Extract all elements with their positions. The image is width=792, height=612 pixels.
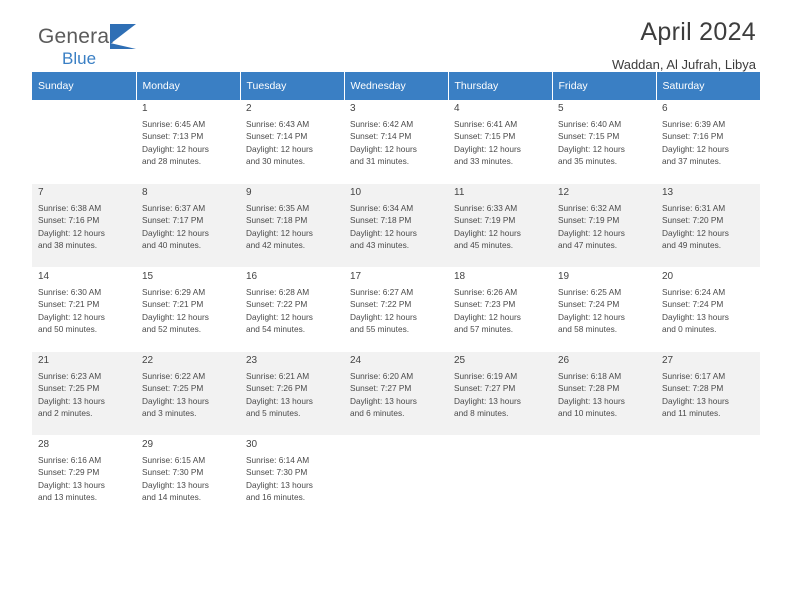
daylight-text-line2: and 13 minutes. (38, 491, 98, 502)
sunset-text: Sunset: 7:14 PM (350, 131, 412, 142)
sunrise-text: Sunrise: 6:16 AM (38, 455, 102, 466)
calendar-day-cell (240, 268, 344, 352)
daylight-text-line2: and 57 minutes. (454, 323, 514, 334)
calendar-day-cell (240, 436, 344, 520)
sunset-text: Sunset: 7:27 PM (350, 383, 412, 394)
daylight-text-line1: Daylight: 12 hours (142, 311, 209, 322)
calendar-day-cell (32, 352, 136, 436)
sunrise-sunset-calendar-table (32, 72, 760, 520)
day-number: 7 (38, 187, 44, 198)
sunrise-text: Sunrise: 6:45 AM (142, 119, 206, 130)
logo-word-blue: Blue (62, 49, 97, 68)
sunrise-text: Sunrise: 6:30 AM (38, 287, 102, 298)
daylight-text-line2: and 30 minutes. (246, 155, 306, 166)
daylight-text-line2: and 42 minutes. (246, 239, 306, 250)
daylight-text-line1: Daylight: 13 hours (558, 395, 625, 406)
daylight-text-line2: and 31 minutes. (350, 155, 410, 166)
daylight-text-line2: and 58 minutes. (558, 323, 618, 334)
sunset-text: Sunset: 7:15 PM (558, 131, 620, 142)
daylight-text-line2: and 55 minutes. (350, 323, 410, 334)
day-number: 24 (350, 355, 362, 366)
sunrise-text: Sunrise: 6:33 AM (454, 203, 518, 214)
daylight-text-line2: and 38 minutes. (38, 239, 98, 250)
day-number: 30 (246, 439, 258, 450)
daylight-text-line2: and 35 minutes. (558, 155, 618, 166)
daylight-text-line1: Daylight: 12 hours (558, 311, 625, 322)
day-number: 22 (142, 355, 154, 366)
calendar-day-cell (552, 268, 656, 352)
sunrise-text: Sunrise: 6:17 AM (662, 371, 726, 382)
daylight-text-line1: Daylight: 13 hours (246, 395, 313, 406)
sunrise-text: Sunrise: 6:32 AM (558, 203, 622, 214)
sunrise-text: Sunrise: 6:15 AM (142, 455, 206, 466)
calendar-cell-empty (344, 436, 448, 520)
sunset-text: Sunset: 7:28 PM (558, 383, 620, 394)
daylight-text-line2: and 28 minutes. (142, 155, 202, 166)
daylight-text-line1: Daylight: 12 hours (246, 143, 313, 154)
calendar-day-cell (552, 100, 656, 184)
column-header-saturday: Saturday (656, 72, 760, 100)
day-number: 17 (350, 271, 362, 282)
calendar-day-cell (656, 184, 760, 268)
daylight-text-line2: and 3 minutes. (142, 407, 197, 418)
sunrise-text: Sunrise: 6:31 AM (662, 203, 726, 214)
day-number: 26 (558, 355, 570, 366)
sunrise-text: Sunrise: 6:24 AM (662, 287, 726, 298)
sunset-text: Sunset: 7:18 PM (350, 215, 412, 226)
sunset-text: Sunset: 7:25 PM (38, 383, 100, 394)
general-blue-logo (38, 26, 114, 67)
sunset-text: Sunset: 7:30 PM (142, 467, 204, 478)
day-number: 27 (662, 355, 674, 366)
sunrise-text: Sunrise: 6:20 AM (350, 371, 414, 382)
day-number: 6 (662, 103, 668, 114)
daylight-text-line2: and 43 minutes. (350, 239, 410, 250)
calendar-day-cell (32, 268, 136, 352)
sunrise-text: Sunrise: 6:29 AM (142, 287, 206, 298)
daylight-text-line2: and 47 minutes. (558, 239, 618, 250)
sunrise-text: Sunrise: 6:41 AM (454, 119, 518, 130)
calendar-week-row (32, 436, 760, 520)
daylight-text-line2: and 37 minutes. (662, 155, 722, 166)
calendar-cell-empty (656, 436, 760, 520)
daylight-text-line2: and 5 minutes. (246, 407, 301, 418)
daylight-text-line1: Daylight: 13 hours (142, 479, 209, 490)
sunset-text: Sunset: 7:21 PM (142, 299, 204, 310)
calendar-header-row (32, 72, 760, 100)
daylight-text-line1: Daylight: 12 hours (454, 143, 521, 154)
sunrise-text: Sunrise: 6:23 AM (38, 371, 102, 382)
calendar-day-cell (32, 184, 136, 268)
title-block (612, 18, 756, 72)
daylight-text-line2: and 0 minutes. (662, 323, 717, 334)
daylight-text-line1: Daylight: 13 hours (454, 395, 521, 406)
daylight-text-line2: and 16 minutes. (246, 491, 306, 502)
daylight-text-line1: Daylight: 12 hours (38, 227, 105, 238)
day-number: 2 (246, 103, 252, 114)
sunset-text: Sunset: 7:27 PM (454, 383, 516, 394)
day-number: 20 (662, 271, 674, 282)
day-number: 14 (38, 271, 50, 282)
sunset-text: Sunset: 7:30 PM (246, 467, 308, 478)
sunrise-text: Sunrise: 6:35 AM (246, 203, 310, 214)
daylight-text-line1: Daylight: 12 hours (246, 227, 313, 238)
daylight-text-line2: and 11 minutes. (662, 407, 721, 418)
calendar-day-cell (344, 268, 448, 352)
calendar-day-cell (240, 184, 344, 268)
daylight-text-line2: and 33 minutes. (454, 155, 514, 166)
calendar-day-cell (344, 100, 448, 184)
calendar-week-row (32, 268, 760, 352)
column-header-tuesday: Tuesday (240, 72, 344, 100)
sunset-text: Sunset: 7:13 PM (142, 131, 204, 142)
calendar-day-cell (136, 100, 240, 184)
sunset-text: Sunset: 7:24 PM (662, 299, 724, 310)
daylight-text-line2: and 40 minutes. (142, 239, 202, 250)
sunrise-text: Sunrise: 6:39 AM (662, 119, 726, 130)
day-number: 9 (246, 187, 252, 198)
sunset-text: Sunset: 7:14 PM (246, 131, 308, 142)
sunset-text: Sunset: 7:23 PM (454, 299, 516, 310)
daylight-text-line1: Daylight: 12 hours (662, 227, 729, 238)
calendar-week-row (32, 100, 760, 184)
daylight-text-line1: Daylight: 13 hours (662, 395, 729, 406)
day-number: 5 (558, 103, 564, 114)
calendar-body (32, 100, 760, 520)
daylight-text-line1: Daylight: 13 hours (142, 395, 209, 406)
calendar-day-cell (240, 352, 344, 436)
sunset-text: Sunset: 7:22 PM (350, 299, 412, 310)
sunrise-text: Sunrise: 6:38 AM (38, 203, 102, 214)
day-number: 12 (558, 187, 570, 198)
daylight-text-line1: Daylight: 12 hours (350, 143, 417, 154)
column-header-friday: Friday (552, 72, 656, 100)
daylight-text-line1: Daylight: 12 hours (558, 227, 625, 238)
sunrise-text: Sunrise: 6:40 AM (558, 119, 622, 130)
logo-word-general: General (38, 25, 115, 48)
calendar-day-cell (240, 100, 344, 184)
calendar-week-row (32, 184, 760, 268)
sunrise-text: Sunrise: 6:27 AM (350, 287, 414, 298)
sunrise-text: Sunrise: 6:22 AM (142, 371, 206, 382)
column-header-wednesday: Wednesday (344, 72, 448, 100)
calendar-day-cell (448, 268, 552, 352)
sunrise-text: Sunrise: 6:42 AM (350, 119, 414, 130)
calendar-day-cell (656, 268, 760, 352)
sunset-text: Sunset: 7:15 PM (454, 131, 516, 142)
column-header-sunday: Sunday (32, 72, 136, 100)
sunrise-text: Sunrise: 6:34 AM (350, 203, 414, 214)
page-title: April 2024 (640, 18, 756, 46)
calendar-day-cell (136, 268, 240, 352)
daylight-text-line1: Daylight: 12 hours (246, 311, 313, 322)
daylight-text-line1: Daylight: 12 hours (454, 227, 521, 238)
sunset-text: Sunset: 7:16 PM (662, 131, 724, 142)
daylight-text-line2: and 50 minutes. (38, 323, 98, 334)
day-number: 8 (142, 187, 148, 198)
daylight-text-line1: Daylight: 12 hours (454, 311, 521, 322)
sunset-text: Sunset: 7:18 PM (246, 215, 308, 226)
daylight-text-line1: Daylight: 12 hours (142, 227, 209, 238)
sunset-text: Sunset: 7:25 PM (142, 383, 204, 394)
calendar-day-cell (136, 352, 240, 436)
sunrise-text: Sunrise: 6:18 AM (558, 371, 622, 382)
sunrise-text: Sunrise: 6:21 AM (246, 371, 310, 382)
day-number: 16 (246, 271, 258, 282)
sunrise-text: Sunrise: 6:19 AM (454, 371, 518, 382)
calendar-cell-empty (448, 436, 552, 520)
calendar-day-cell (448, 184, 552, 268)
sunset-text: Sunset: 7:21 PM (38, 299, 100, 310)
daylight-text-line1: Daylight: 13 hours (38, 479, 105, 490)
calendar-cell-empty (32, 100, 136, 184)
daylight-text-line2: and 8 minutes. (454, 407, 509, 418)
column-header-monday: Monday (136, 72, 240, 100)
sunset-text: Sunset: 7:26 PM (246, 383, 308, 394)
day-number: 23 (246, 355, 258, 366)
calendar-day-cell (136, 436, 240, 520)
sunset-text: Sunset: 7:28 PM (662, 383, 724, 394)
daylight-text-line2: and 14 minutes. (142, 491, 202, 502)
daylight-text-line1: Daylight: 12 hours (558, 143, 625, 154)
calendar-day-cell (448, 100, 552, 184)
sunset-text: Sunset: 7:22 PM (246, 299, 308, 310)
sunset-text: Sunset: 7:19 PM (454, 215, 516, 226)
page-header (32, 0, 760, 72)
sunset-text: Sunset: 7:17 PM (142, 215, 204, 226)
sunrise-text: Sunrise: 6:43 AM (246, 119, 310, 130)
daylight-text-line1: Daylight: 12 hours (662, 143, 729, 154)
sunset-text: Sunset: 7:20 PM (662, 215, 724, 226)
calendar-week-row (32, 352, 760, 436)
daylight-text-line2: and 49 minutes. (662, 239, 722, 250)
column-header-thursday: Thursday (448, 72, 552, 100)
calendar-day-cell (552, 352, 656, 436)
daylight-text-line1: Daylight: 13 hours (246, 479, 313, 490)
sunset-text: Sunset: 7:29 PM (38, 467, 100, 478)
day-number: 4 (454, 103, 460, 114)
calendar-day-cell (552, 184, 656, 268)
daylight-text-line2: and 54 minutes. (246, 323, 306, 334)
day-number: 28 (38, 439, 50, 450)
daylight-text-line2: and 10 minutes. (558, 407, 618, 418)
day-number: 21 (38, 355, 50, 366)
day-number: 25 (454, 355, 466, 366)
daylight-text-line1: Daylight: 12 hours (38, 311, 105, 322)
sunset-text: Sunset: 7:19 PM (558, 215, 620, 226)
daylight-text-line1: Daylight: 13 hours (38, 395, 105, 406)
calendar-day-cell (32, 436, 136, 520)
sunrise-text: Sunrise: 6:14 AM (246, 455, 310, 466)
sunset-text: Sunset: 7:16 PM (38, 215, 100, 226)
calendar-day-cell (656, 352, 760, 436)
day-number: 19 (558, 271, 570, 282)
day-number: 1 (142, 103, 148, 114)
calendar-cell-empty (552, 436, 656, 520)
day-number: 13 (662, 187, 674, 198)
day-number: 3 (350, 103, 356, 114)
sunrise-text: Sunrise: 6:37 AM (142, 203, 206, 214)
day-number: 15 (142, 271, 154, 282)
calendar-day-cell (656, 100, 760, 184)
day-number: 29 (142, 439, 154, 450)
calendar-day-cell (448, 352, 552, 436)
daylight-text-line2: and 2 minutes. (38, 407, 93, 418)
calendar-day-cell (344, 184, 448, 268)
daylight-text-line2: and 6 minutes. (350, 407, 405, 418)
sunrise-text: Sunrise: 6:26 AM (454, 287, 518, 298)
page-subtitle-location: Waddan, Al Jufrah, Libya (611, 57, 756, 72)
sunrise-text: Sunrise: 6:28 AM (246, 287, 310, 298)
daylight-text-line1: Daylight: 12 hours (350, 311, 417, 322)
calendar-day-cell (344, 352, 448, 436)
calendar-day-cell (136, 184, 240, 268)
day-number: 11 (454, 187, 465, 198)
sunset-text: Sunset: 7:24 PM (558, 299, 620, 310)
day-number: 18 (454, 271, 466, 282)
day-number: 10 (350, 187, 362, 198)
daylight-text-line1: Daylight: 13 hours (662, 311, 729, 322)
daylight-text-line2: and 52 minutes. (142, 323, 202, 334)
logo-flag-icon (110, 24, 136, 44)
daylight-text-line1: Daylight: 12 hours (350, 227, 417, 238)
daylight-text-line2: and 45 minutes. (454, 239, 514, 250)
sunrise-text: Sunrise: 6:25 AM (558, 287, 622, 298)
daylight-text-line1: Daylight: 13 hours (350, 395, 417, 406)
logo-flag-icon-lower (110, 43, 136, 49)
daylight-text-line1: Daylight: 12 hours (142, 143, 209, 154)
